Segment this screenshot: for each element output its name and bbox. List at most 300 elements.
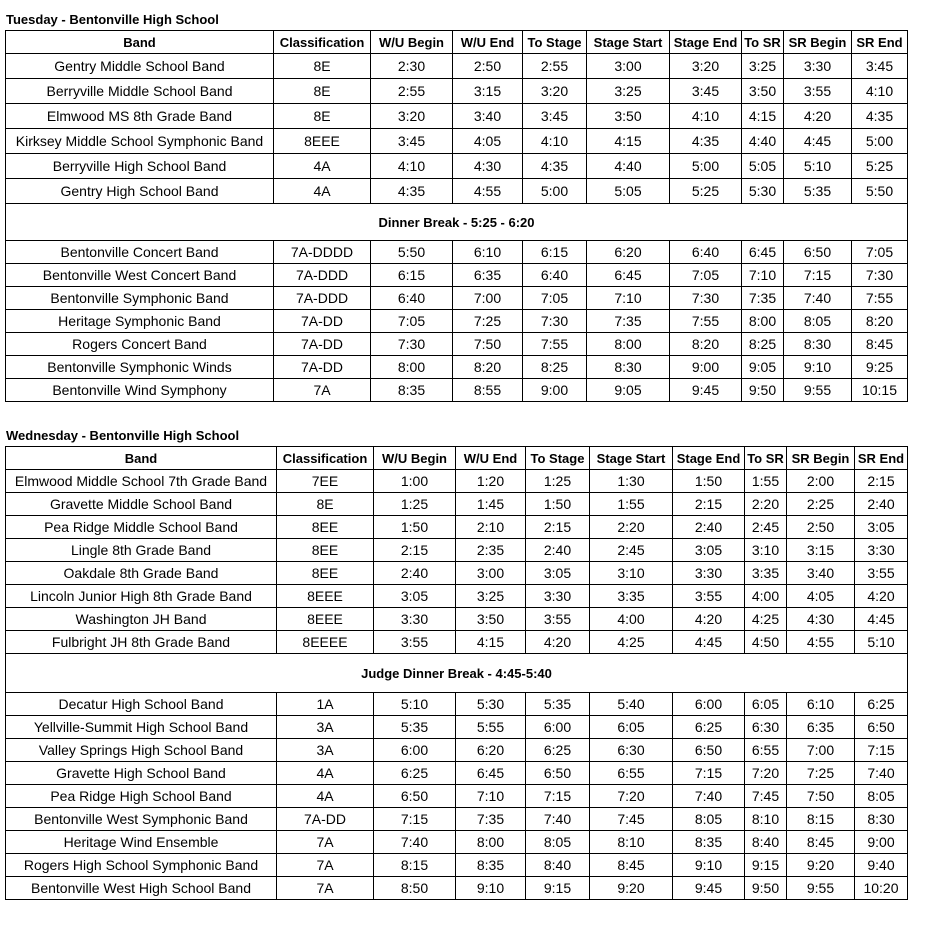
stage-end-cell: 8:05 (673, 808, 745, 831)
to-sr-cell: 4:00 (745, 585, 787, 608)
table-row (6, 379, 908, 402)
to-sr-cell: 6:30 (745, 716, 787, 739)
band-name-cell: Washington JH Band (6, 608, 277, 631)
sr-begin-cell: 7:00 (787, 739, 855, 762)
wu-begin-cell: 7:15 (374, 808, 456, 831)
stage-start-cell: 8:45 (590, 854, 673, 877)
band-name-cell: Gravette Middle School Band (6, 493, 277, 516)
to-sr-cell: 7:45 (745, 785, 787, 808)
classification-cell: 7A-DD (274, 310, 371, 333)
stage-start-cell: 4:00 (590, 608, 673, 631)
to-sr-cell: 7:20 (745, 762, 787, 785)
sr-end-cell: 9:40 (855, 854, 908, 877)
classification-cell: 8EEE (277, 585, 374, 608)
classification-cell: 8EE (277, 562, 374, 585)
sr-end-cell: 7:15 (855, 739, 908, 762)
sr-end-cell: 5:50 (852, 179, 908, 204)
to-sr-cell: 9:50 (742, 379, 784, 402)
band-name-cell: Bentonville West Concert Band (6, 264, 274, 287)
band-name-cell: Decatur High School Band (6, 693, 277, 716)
to-stage-cell: 1:25 (526, 470, 590, 493)
wu-begin-cell: 5:50 (371, 241, 453, 264)
tuesday-break-block (6, 204, 908, 241)
wu-begin-cell: 4:35 (371, 179, 453, 204)
wu-end-cell: 4:30 (453, 154, 523, 179)
sr-end-cell: 7:30 (852, 264, 908, 287)
sr-end-cell: 8:05 (855, 785, 908, 808)
wu-end-cell: 9:10 (456, 877, 526, 900)
stage-start-cell: 2:20 (590, 516, 673, 539)
col-header-stage-end: Stage End (673, 447, 745, 470)
to-stage-cell: 5:35 (526, 693, 590, 716)
band-name-cell: Yellville-Summit High School Band (6, 716, 277, 739)
wu-begin-cell: 2:30 (371, 54, 453, 79)
stage-end-cell: 4:45 (673, 631, 745, 654)
band-name-cell: Oakdale 8th Grade Band (6, 562, 277, 585)
stage-start-cell: 5:40 (590, 693, 673, 716)
classification-cell: 8E (274, 54, 371, 79)
band-name-cell: Gravette High School Band (6, 762, 277, 785)
sr-begin-cell: 6:50 (784, 241, 852, 264)
wu-end-cell: 2:10 (456, 516, 526, 539)
stage-end-cell: 8:20 (670, 333, 742, 356)
classification-cell: 7A (274, 379, 371, 402)
stage-end-cell: 3:45 (670, 79, 742, 104)
stage-end-cell: 4:20 (673, 608, 745, 631)
to-sr-cell: 5:30 (742, 179, 784, 204)
stage-end-cell: 6:50 (673, 739, 745, 762)
sr-end-cell: 5:25 (852, 154, 908, 179)
table-row (6, 877, 908, 900)
to-sr-cell: 6:05 (745, 693, 787, 716)
wu-begin-cell: 3:20 (371, 104, 453, 129)
stage-start-cell: 1:55 (590, 493, 673, 516)
col-header-to-stage: To Stage (523, 31, 587, 54)
stage-end-cell: 8:35 (673, 831, 745, 854)
sr-begin-cell: 9:10 (784, 356, 852, 379)
wu-begin-cell: 2:55 (371, 79, 453, 104)
col-header-classification: Classification (274, 31, 371, 54)
stage-end-cell: 5:00 (670, 154, 742, 179)
band-name-cell: Kirksey Middle School Symphonic Band (6, 129, 274, 154)
table-row (6, 585, 908, 608)
classification-cell: 7A (277, 854, 374, 877)
classification-cell: 7A-DD (274, 333, 371, 356)
col-header-stage-start: Stage Start (590, 447, 673, 470)
to-stage-cell: 6:00 (526, 716, 590, 739)
wu-begin-cell: 6:25 (374, 762, 456, 785)
to-sr-cell: 2:20 (745, 493, 787, 516)
to-stage-cell: 3:20 (523, 79, 587, 104)
table-row (6, 693, 908, 716)
col-header-sr-end: SR End (852, 31, 908, 54)
col-header-band: Band (6, 447, 277, 470)
stage-end-cell: 7:30 (670, 287, 742, 310)
band-name-cell: Berryville High School Band (6, 154, 274, 179)
wu-begin-cell: 7:40 (374, 831, 456, 854)
stage-end-cell: 3:20 (670, 54, 742, 79)
to-stage-cell: 4:10 (523, 129, 587, 154)
col-header-wu-end: W/U End (453, 31, 523, 54)
sr-begin-cell: 3:55 (784, 79, 852, 104)
col-header-to-sr: To SR (745, 447, 787, 470)
to-stage-cell: 9:15 (526, 877, 590, 900)
wu-end-cell: 7:10 (456, 785, 526, 808)
to-stage-cell: 7:55 (523, 333, 587, 356)
stage-end-cell: 7:15 (673, 762, 745, 785)
col-header-classification: Classification (277, 447, 374, 470)
sr-end-cell: 3:45 (852, 54, 908, 79)
stage-start-cell: 6:30 (590, 739, 673, 762)
col-header-band: Band (6, 31, 274, 54)
wu-end-cell: 7:25 (453, 310, 523, 333)
sr-end-cell: 3:55 (855, 562, 908, 585)
sr-begin-cell: 3:30 (784, 54, 852, 79)
wu-begin-cell: 7:05 (371, 310, 453, 333)
stage-start-cell: 3:35 (590, 585, 673, 608)
classification-cell: 4A (277, 762, 374, 785)
band-name-cell: Gentry Middle School Band (6, 54, 274, 79)
band-name-cell: Heritage Wind Ensemble (6, 831, 277, 854)
stage-start-cell: 8:10 (590, 831, 673, 854)
table-row (6, 470, 908, 493)
classification-cell: 4A (277, 785, 374, 808)
to-stage-cell: 7:30 (523, 310, 587, 333)
to-stage-cell: 3:55 (526, 608, 590, 631)
wu-end-cell: 4:55 (453, 179, 523, 204)
col-header-stage-end: Stage End (670, 31, 742, 54)
sr-begin-cell: 4:45 (784, 129, 852, 154)
stage-start-cell: 3:50 (587, 104, 670, 129)
header-row (6, 31, 908, 54)
wu-begin-cell: 7:30 (371, 333, 453, 356)
band-name-cell: Bentonville West High School Band (6, 877, 277, 900)
classification-cell: 7A-DD (274, 356, 371, 379)
to-stage-cell: 3:05 (526, 562, 590, 585)
wu-begin-cell: 3:45 (371, 129, 453, 154)
table-row (6, 631, 908, 654)
band-name-cell: Heritage Symphonic Band (6, 310, 274, 333)
to-stage-cell: 8:05 (526, 831, 590, 854)
table-row (6, 539, 908, 562)
stage-end-cell: 9:45 (670, 379, 742, 402)
classification-cell: 8EEEE (277, 631, 374, 654)
band-name-cell: Bentonville Concert Band (6, 241, 274, 264)
classification-cell: 1A (277, 693, 374, 716)
to-stage-cell: 6:50 (526, 762, 590, 785)
stage-end-cell: 9:00 (670, 356, 742, 379)
wu-end-cell: 6:35 (453, 264, 523, 287)
classification-cell: 8E (274, 104, 371, 129)
band-name-cell: Lingle 8th Grade Band (6, 539, 277, 562)
wu-end-cell: 1:20 (456, 470, 526, 493)
wu-end-cell: 7:50 (453, 333, 523, 356)
stage-start-cell: 6:20 (587, 241, 670, 264)
to-sr-cell: 9:50 (745, 877, 787, 900)
stage-end-cell: 9:10 (673, 854, 745, 877)
to-stage-cell: 2:15 (526, 516, 590, 539)
band-name-cell: Elmwood Middle School 7th Grade Band (6, 470, 277, 493)
to-stage-cell: 3:45 (523, 104, 587, 129)
band-name-cell: Elmwood MS 8th Grade Band (6, 104, 274, 129)
header-row (6, 447, 908, 470)
stage-start-cell: 7:10 (587, 287, 670, 310)
sr-end-cell: 8:20 (852, 310, 908, 333)
table-row (6, 241, 908, 264)
to-sr-cell: 9:05 (742, 356, 784, 379)
stage-start-cell: 8:00 (587, 333, 670, 356)
to-sr-cell: 3:25 (742, 54, 784, 79)
to-sr-cell: 3:10 (745, 539, 787, 562)
stage-end-cell: 6:25 (673, 716, 745, 739)
wednesday-break-block (6, 654, 908, 693)
col-header-sr-end: SR End (855, 447, 908, 470)
stage-start-cell: 3:10 (590, 562, 673, 585)
band-name-cell: Bentonville Symphonic Winds (6, 356, 274, 379)
to-stage-cell: 6:40 (523, 264, 587, 287)
col-header-wu-end: W/U End (456, 447, 526, 470)
band-name-cell: Rogers High School Symphonic Band (6, 854, 277, 877)
sr-end-cell: 10:15 (852, 379, 908, 402)
wednesday-schedule-table (5, 446, 908, 900)
sr-end-cell: 8:45 (852, 333, 908, 356)
stage-end-cell: 7:05 (670, 264, 742, 287)
sr-end-cell: 2:15 (855, 470, 908, 493)
sr-begin-cell: 2:25 (787, 493, 855, 516)
classification-cell: 8EEE (274, 129, 371, 154)
band-name-cell: Bentonville Wind Symphony (6, 379, 274, 402)
to-sr-cell: 8:40 (745, 831, 787, 854)
classification-cell: 3A (277, 716, 374, 739)
wu-end-cell: 3:40 (453, 104, 523, 129)
band-name-cell: Pea Ridge High School Band (6, 785, 277, 808)
classification-cell: 8EE (277, 539, 374, 562)
to-sr-cell: 4:25 (745, 608, 787, 631)
sr-end-cell: 6:50 (855, 716, 908, 739)
wu-end-cell: 4:15 (456, 631, 526, 654)
sr-end-cell: 7:05 (852, 241, 908, 264)
band-name-cell: Gentry High School Band (6, 179, 274, 204)
wu-begin-cell: 8:50 (374, 877, 456, 900)
classification-cell: 8E (277, 493, 374, 516)
wu-end-cell: 1:45 (456, 493, 526, 516)
sr-end-cell: 3:05 (855, 516, 908, 539)
stage-end-cell: 2:15 (673, 493, 745, 516)
table-row (6, 264, 908, 287)
wednesday-second-block (6, 693, 908, 900)
wu-begin-cell: 3:05 (374, 585, 456, 608)
to-sr-cell: 3:35 (745, 562, 787, 585)
wu-end-cell: 6:20 (456, 739, 526, 762)
sr-begin-cell: 4:05 (787, 585, 855, 608)
sr-begin-cell: 9:20 (787, 854, 855, 877)
wu-begin-cell: 6:40 (371, 287, 453, 310)
sr-begin-cell: 7:15 (784, 264, 852, 287)
classification-cell: 7EE (277, 470, 374, 493)
sr-end-cell: 3:30 (855, 539, 908, 562)
stage-end-cell: 7:55 (670, 310, 742, 333)
wu-begin-cell: 3:30 (374, 608, 456, 631)
stage-end-cell: 3:30 (673, 562, 745, 585)
stage-start-cell: 7:35 (587, 310, 670, 333)
sr-begin-cell: 4:30 (787, 608, 855, 631)
wu-end-cell: 5:55 (456, 716, 526, 739)
stage-start-cell: 8:30 (587, 356, 670, 379)
table-row (6, 79, 908, 104)
sr-begin-cell: 2:50 (787, 516, 855, 539)
table-row (6, 493, 908, 516)
wu-begin-cell: 6:50 (374, 785, 456, 808)
to-stage-cell: 4:35 (523, 154, 587, 179)
stage-start-cell: 4:40 (587, 154, 670, 179)
to-sr-cell: 7:35 (742, 287, 784, 310)
sr-end-cell: 5:10 (855, 631, 908, 654)
classification-cell: 7A-DDDD (274, 241, 371, 264)
stage-end-cell: 6:40 (670, 241, 742, 264)
to-sr-cell: 4:50 (745, 631, 787, 654)
sr-begin-cell: 9:55 (784, 379, 852, 402)
sr-begin-cell: 7:40 (784, 287, 852, 310)
to-stage-cell: 8:25 (523, 356, 587, 379)
tuesday-schedule-table (5, 30, 908, 402)
wu-end-cell: 7:35 (456, 808, 526, 831)
classification-cell: 7A-DD (277, 808, 374, 831)
col-header-sr-begin: SR Begin (784, 31, 852, 54)
stage-start-cell: 5:05 (587, 179, 670, 204)
table-row (6, 854, 908, 877)
table-row (6, 310, 908, 333)
wednesday-first-block (6, 470, 908, 654)
wu-end-cell: 3:25 (456, 585, 526, 608)
table-row (6, 154, 908, 179)
col-header-wu-begin: W/U Begin (374, 447, 456, 470)
stage-start-cell: 7:20 (590, 785, 673, 808)
to-sr-cell: 1:55 (745, 470, 787, 493)
wu-end-cell: 6:10 (453, 241, 523, 264)
to-sr-cell: 6:45 (742, 241, 784, 264)
table-row (6, 808, 908, 831)
wu-end-cell: 8:35 (456, 854, 526, 877)
stage-start-cell: 9:20 (590, 877, 673, 900)
sr-end-cell: 4:20 (855, 585, 908, 608)
stage-end-cell: 1:50 (673, 470, 745, 493)
sr-end-cell: 9:25 (852, 356, 908, 379)
to-sr-cell: 4:40 (742, 129, 784, 154)
to-sr-cell: 8:10 (745, 808, 787, 831)
wu-end-cell: 3:50 (456, 608, 526, 631)
wu-begin-cell: 3:55 (374, 631, 456, 654)
table-row (6, 762, 908, 785)
sr-begin-cell: 3:40 (787, 562, 855, 585)
to-stage-cell: 1:50 (526, 493, 590, 516)
band-name-cell: Fulbright JH 8th Grade Band (6, 631, 277, 654)
band-name-cell: Bentonville West Symphonic Band (6, 808, 277, 831)
to-stage-cell: 5:00 (523, 179, 587, 204)
table-row (6, 104, 908, 129)
stage-end-cell: 2:40 (673, 516, 745, 539)
to-sr-cell: 3:50 (742, 79, 784, 104)
wu-end-cell: 3:00 (456, 562, 526, 585)
wu-begin-cell: 2:40 (374, 562, 456, 585)
sr-begin-cell: 7:25 (787, 762, 855, 785)
to-stage-cell: 7:15 (526, 785, 590, 808)
col-header-sr-begin: SR Begin (787, 447, 855, 470)
sr-begin-cell: 8:45 (787, 831, 855, 854)
dinner-break-label: Dinner Break - 5:25 - 6:20 (6, 204, 908, 241)
stage-start-cell: 6:05 (590, 716, 673, 739)
table-row (6, 287, 908, 310)
wu-begin-cell: 2:15 (374, 539, 456, 562)
sr-begin-cell: 2:00 (787, 470, 855, 493)
to-sr-cell: 8:00 (742, 310, 784, 333)
to-stage-cell: 6:25 (526, 739, 590, 762)
to-sr-cell: 2:45 (745, 516, 787, 539)
sr-begin-cell: 3:15 (787, 539, 855, 562)
band-name-cell: Valley Springs High School Band (6, 739, 277, 762)
to-sr-cell: 6:55 (745, 739, 787, 762)
wu-end-cell: 4:05 (453, 129, 523, 154)
classification-cell: 8EEE (277, 608, 374, 631)
stage-end-cell: 4:10 (670, 104, 742, 129)
wu-begin-cell: 6:00 (374, 739, 456, 762)
sr-begin-cell: 4:20 (784, 104, 852, 129)
table-row (6, 739, 908, 762)
wu-begin-cell: 1:50 (374, 516, 456, 539)
to-sr-cell: 5:05 (742, 154, 784, 179)
stage-end-cell: 4:35 (670, 129, 742, 154)
stage-start-cell: 7:45 (590, 808, 673, 831)
stage-start-cell: 2:45 (590, 539, 673, 562)
stage-end-cell: 3:55 (673, 585, 745, 608)
classification-cell: 8EE (277, 516, 374, 539)
sr-end-cell: 7:40 (855, 762, 908, 785)
to-stage-cell: 8:40 (526, 854, 590, 877)
classification-cell: 8E (274, 79, 371, 104)
stage-start-cell: 4:15 (587, 129, 670, 154)
stage-end-cell: 6:00 (673, 693, 745, 716)
wu-begin-cell: 4:10 (371, 154, 453, 179)
table-row (6, 129, 908, 154)
to-stage-cell: 7:05 (523, 287, 587, 310)
sr-end-cell: 7:55 (852, 287, 908, 310)
col-header-to-stage: To Stage (526, 447, 590, 470)
wu-begin-cell: 8:35 (371, 379, 453, 402)
wu-end-cell: 3:15 (453, 79, 523, 104)
col-header-wu-begin: W/U Begin (371, 31, 453, 54)
break-row (6, 654, 908, 693)
sr-begin-cell: 8:15 (787, 808, 855, 831)
judge-dinner-break-label: Judge Dinner Break - 4:45-5:40 (6, 654, 908, 693)
sr-end-cell: 9:00 (855, 831, 908, 854)
band-name-cell: Lincoln Junior High 8th Grade Band (6, 585, 277, 608)
wu-end-cell: 8:00 (456, 831, 526, 854)
stage-end-cell: 7:40 (673, 785, 745, 808)
sr-begin-cell: 8:05 (784, 310, 852, 333)
stage-start-cell: 3:00 (587, 54, 670, 79)
to-stage-cell: 6:15 (523, 241, 587, 264)
stage-end-cell: 9:45 (673, 877, 745, 900)
stage-start-cell: 3:25 (587, 79, 670, 104)
to-stage-cell: 2:40 (526, 539, 590, 562)
stage-start-cell: 9:05 (587, 379, 670, 402)
to-stage-cell: 2:55 (523, 54, 587, 79)
to-stage-cell: 4:20 (526, 631, 590, 654)
sr-begin-cell: 4:55 (787, 631, 855, 654)
classification-cell: 7A (277, 831, 374, 854)
to-stage-cell: 9:00 (523, 379, 587, 402)
table-row (6, 831, 908, 854)
table-row (6, 333, 908, 356)
